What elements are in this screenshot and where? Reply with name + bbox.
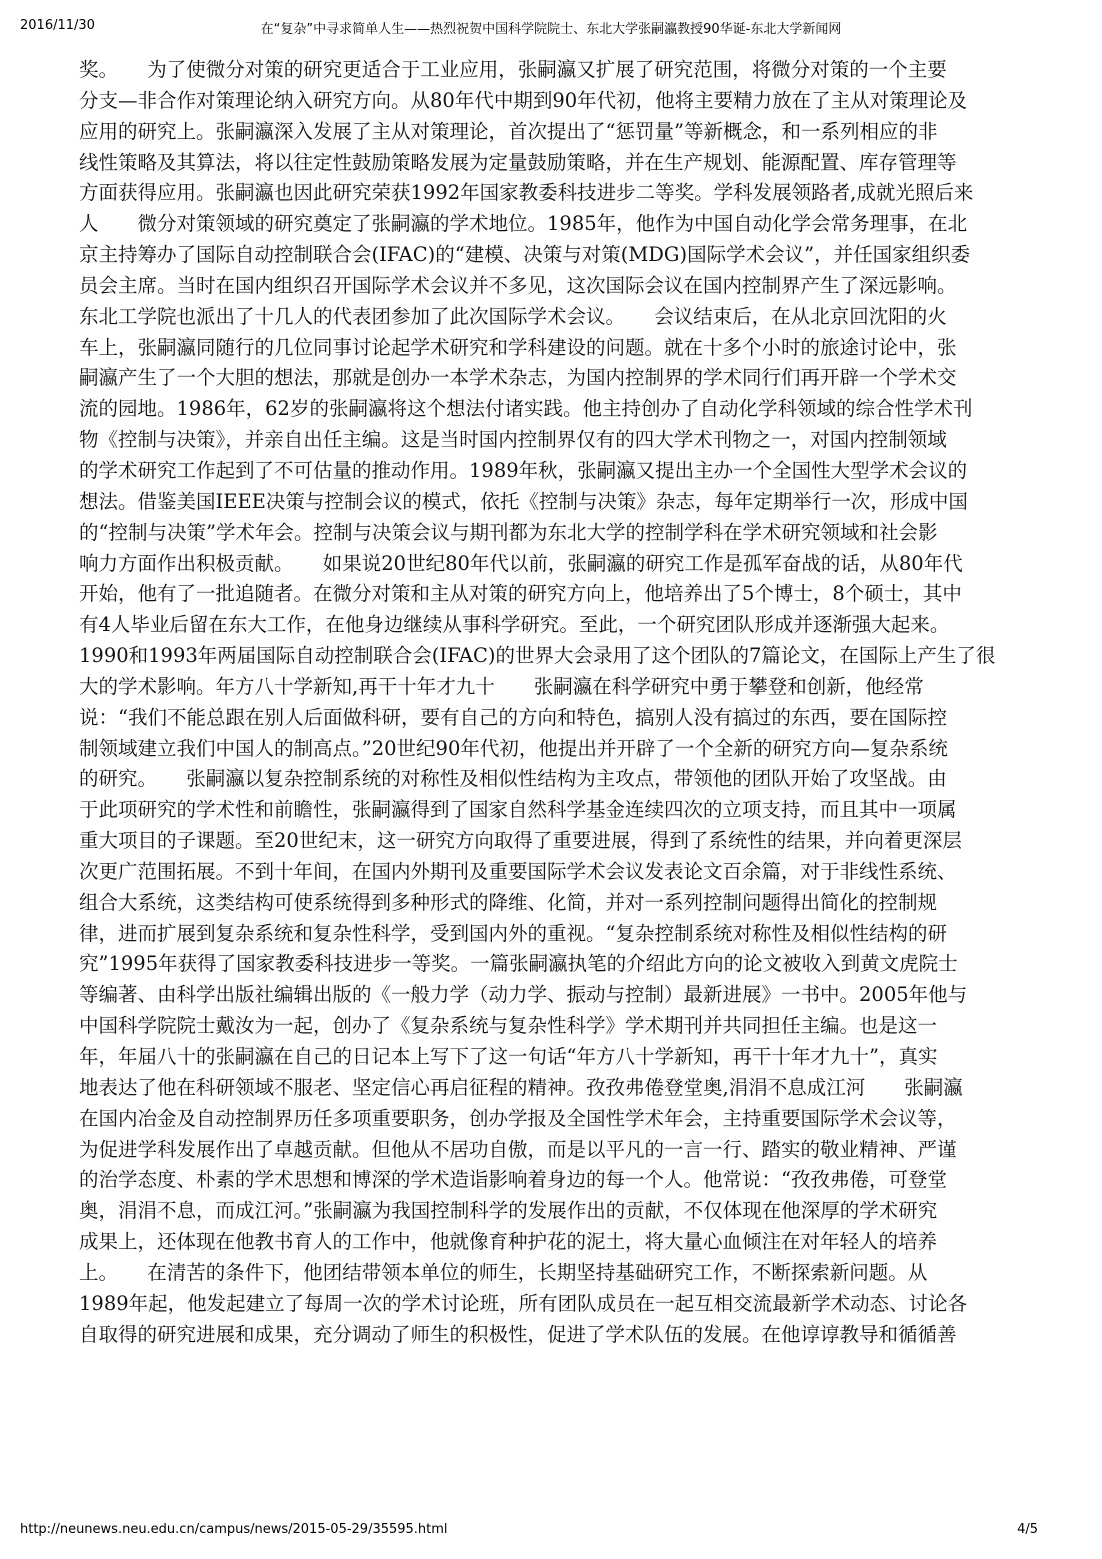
- text-line: 方面获得应用。张嗣瀛也因此研究荣获1992年国家教委科技进步二等奖。学科发展领路者,成就光照后来: [79, 181, 974, 205]
- text-line: 重大项目的子课题。至20世纪末，这一研究方向取得了重要进展，得到了系统性的结果，并向着更深层: [79, 829, 962, 853]
- text-line: 分支—非合作对策理论纳入研究方向。从80年代中期到90年代初，他将主要精力放在了主从对策理论及: [79, 88, 968, 112]
- text-line: 次更广范围拓展。不到十年间，在国内外期刊及重要国际学术会议发表论文百余篇，对于非线性系统、: [79, 859, 957, 883]
- text-line: 成果上，还体现在他教书育人的工作中，他就像育种护花的泥土，将大量心血倾注在对年轻人的培养: [79, 1230, 938, 1254]
- text-line: 的“控制与决策”学术年会。控制与决策会议与期刊都为东北大学的控制学科在学术研究领域和社会影: [79, 520, 938, 544]
- page-title: 在“复杂”中寻求简单人生——热烈祝贺中国科学院院士、东北大学张嗣瀛教授90华诞-东北大学新闻网: [260, 22, 842, 37]
- text-line: 的研究。 张嗣瀛以复杂控制系统的对称性及相似性结构为主攻点，带领他的团队开始了攻坚战。由: [79, 767, 947, 791]
- page-url[interactable]: http://neunews.neu.edu.cn/campus/news/2015-05-29/35595.html: [20, 1522, 448, 1537]
- text-line: 的治学态度、朴素的学术思想和博深的学术造诣影响着身边的每一个人。他常说：“孜孜弗倦，可登堂: [79, 1168, 947, 1192]
- text-line: 物《控制与决策》，并亲自出任主编。这是当时国内控制界仅有的四大学术刊物之一，对国内控制领域: [79, 428, 947, 452]
- text-line: 上。 在清苦的条件下，他团结带领本单位的师生，长期坚持基础研究工作，不断探索新问题。从: [79, 1260, 928, 1284]
- text-line: 想法。借鉴美国IEEE决策与控制会议的模式，依托《控制与决策》杂志，每年定期举行一次，形成中国: [79, 489, 968, 513]
- text-line: 为促进学科发展作出了卓越贡献。但他从不居功自傲，而是以平凡的一言一行、踏实的敬业精神、严谨: [79, 1137, 957, 1161]
- text-line: 嗣瀛产生了一个大胆的想法，那就是创办一本学术杂志，为国内控制界的学术同行们再开辟一个学术交: [79, 366, 957, 390]
- text-line: 说：“我们不能总跟在别人后面做科研，要有自己的方向和特色，搞别人没有搞过的东西，要在国际控: [79, 705, 947, 729]
- text-line: 响力方面作出积极贡献。 如果说20世纪80年代以前，张嗣瀛的研究工作是孤军奋战的话，从80年代: [79, 551, 963, 575]
- text-line: 在国内冶金及自动控制界历任多项重要职务，创办学报及全国性学术年会，主持重要国际学术会议等，: [79, 1106, 957, 1130]
- text-line: 员会主席。当时在国内组织召开国际学术会议并不多见，这次国际会议在国内控制界产生了深远影响。: [79, 273, 957, 297]
- text-line: 究”1995年获得了国家教委科技进步一等奖。一篇张嗣瀛执笔的介绍此方向的论文被收入到黄文虎院士: [79, 952, 958, 976]
- page-footer: [0, 1522, 1102, 1542]
- text-line: 地表达了他在科研领域不服老、坚定信心再启征程的精神。孜孜弗倦登堂奥,涓涓不息成江河 张嗣瀛: [79, 1075, 963, 1099]
- text-line: 组合大系统，这类结构可使系统得到多种形式的降维、化简，并对一系列控制问题得出简化的控制规: [79, 890, 938, 914]
- text-line: 奖。 为了使微分对策的研究更适合于工业应用，张嗣瀛又扩展了研究范围，将微分对策的一个主要: [79, 58, 947, 81]
- text-line: 流的园地。1986年，62岁的张嗣瀛将这个想法付诸实践。他主持创办了自动化学科领域的综合性学术刊: [79, 397, 973, 421]
- page-number: 4/5: [1017, 1522, 1038, 1537]
- page-header: [0, 18, 1102, 38]
- article-body: [79, 55, 1025, 1350]
- text-line: 应用的研究上。张嗣瀛深入发展了主从对策理论，首次提出了“惩罚量”等新概念，和一系列相应的非: [79, 119, 938, 143]
- text-line: 制领域建立我们中国人的制高点。”20世纪90年代初，他提出并开辟了一个全新的研究方向—复杂系统: [79, 736, 948, 760]
- text-line: 大的学术影响。年方八十学新知,再干十年才九十 张嗣瀛在科学研究中勇于攀登和创新，他经常: [79, 674, 924, 698]
- text-line: 自取得的研究进展和成果，充分调动了师生的积极性，促进了学术队伍的发展。在他谆谆教导和循循善: [79, 1322, 957, 1346]
- text-line: 有4人毕业后留在东大工作，在他身边继续从事科学研究。至此，一个研究团队形成并逐渐强大起来。: [79, 613, 950, 637]
- text-line: 线性策略及其算法，将以往定性鼓励策略发展为定量鼓励策略，并在生产规划、能源配置、库存管理等: [79, 150, 957, 174]
- print-date: 2016/11/30: [20, 18, 95, 33]
- text-line: 1989年起，他发起建立了每周一次的学术讨论班，所有团队成员在一起互相交流最新学术动态、讨论各: [79, 1291, 968, 1315]
- text-line: 东北工学院也派出了十几人的代表团参加了此次国际学术会议。 会议结束后，在从北京回沈阳的火: [79, 304, 947, 328]
- text-line: 人 微分对策领域的研究奠定了张嗣瀛的学术地位。1985年，他作为中国自动化学会常务理事，在北: [79, 212, 968, 236]
- text-line: 律，进而扩展到复杂系统和复杂性科学，受到国内外的重视。“复杂控制系统对称性及相似性结构的研: [79, 921, 947, 945]
- text-line: 中国科学院院士戴汝为一起，创办了《复杂系统与复杂性科学》学术期刊并共同担任主编。也是这一: [79, 1014, 938, 1038]
- text-line: 1990和1993年两届国际自动控制联合会(IFAC)的世界大会录用了这个团队的7篇论文，在国际上产生了很: [79, 644, 996, 668]
- text-line: 开始，他有了一批追随者。在微分对策和主从对策的研究方向上，他培养出了5个博士，8个硕士，其中: [79, 582, 962, 606]
- text-line: 年，年届八十的张嗣瀛在自己的日记本上写下了这一句话“年方八十学新知，再干十年才九十”，真实: [79, 1045, 938, 1068]
- text-line: 车上，张嗣瀛同随行的几位同事讨论起学术研究和学科建设的问题。就在十多个小时的旅途讨论中，张: [79, 335, 957, 359]
- text-line: 的学术研究工作起到了不可估量的推动作用。1989年秋，张嗣瀛又提出主办一个全国性大型学术会议的: [79, 458, 968, 482]
- text-line: 奥，涓涓不息，而成江河。”张嗣瀛为我国控制科学的发展作出的贡献，不仅体现在他深厚的学术研究: [79, 1199, 938, 1223]
- text-line: 等编著、由科学出版社编辑出版的《一般力学（动力学、振动与控制）最新进展》一书中。2005年他与: [79, 983, 968, 1007]
- text-line: 于此项研究的学术性和前瞻性，张嗣瀛得到了国家自然科学基金连续四次的立项支持，而且其中一项属: [79, 798, 957, 822]
- text-line: 京主持筹办了国际自动控制联合会(IFAC)的“建模、决策与对策(MDG)国际学术会议”，并任国家组织委: [79, 243, 971, 267]
